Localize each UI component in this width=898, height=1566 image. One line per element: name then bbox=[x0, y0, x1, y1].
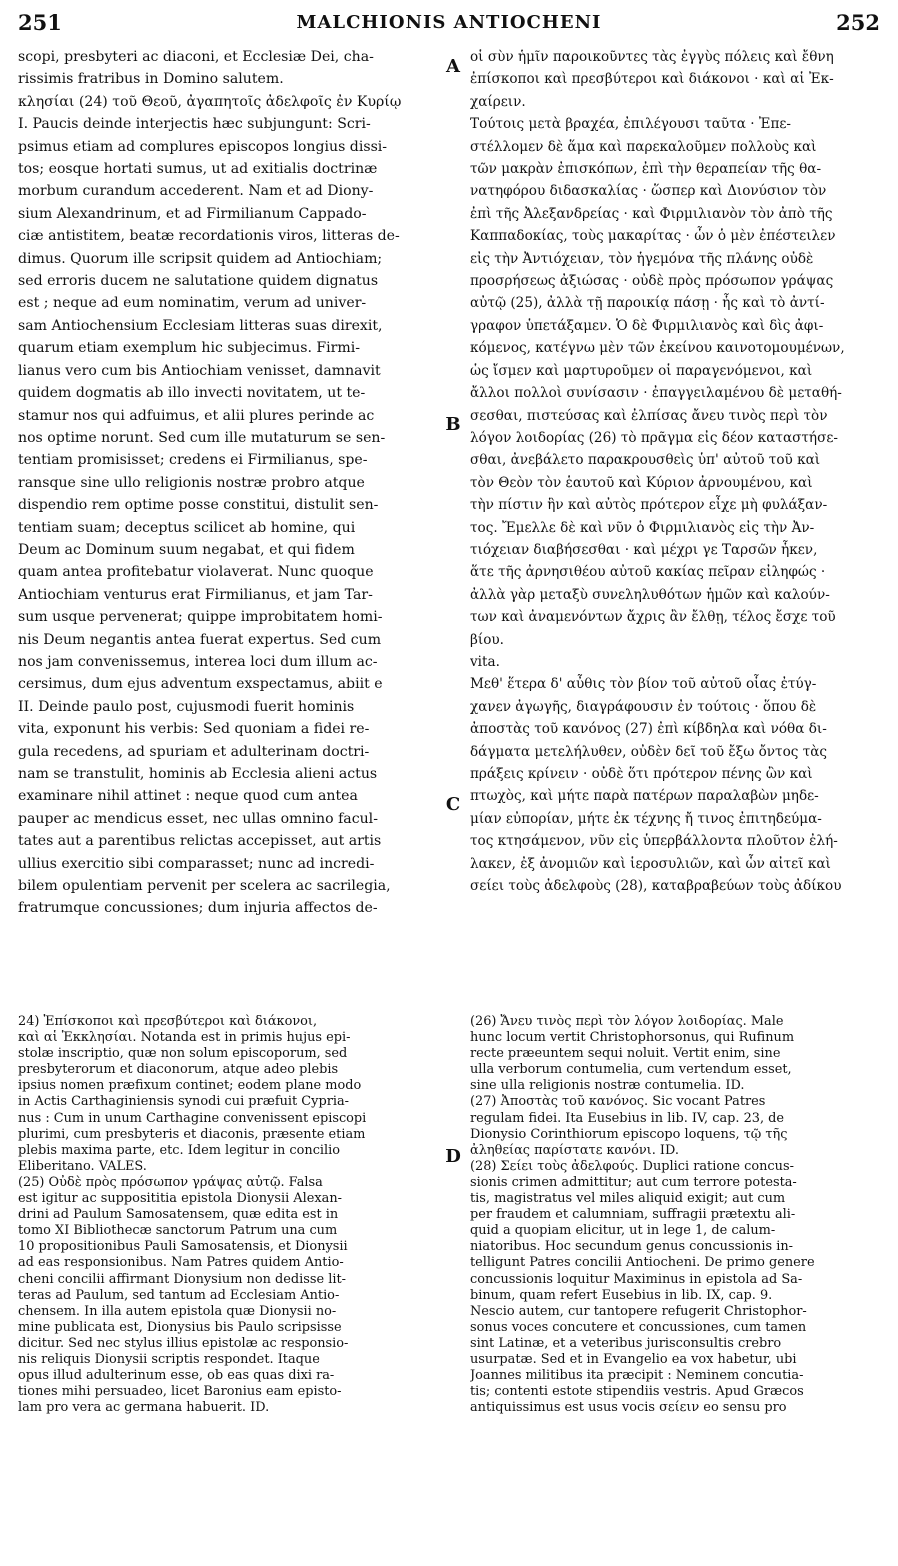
text-line: examinare nihil attinet : neque quod cum antea bbox=[18, 788, 358, 805]
text-line: τὸν Θεὸν τὸν ἑαυτοῦ καὶ Κύριον ἀρνουμένου, καὶ bbox=[470, 474, 813, 491]
footnote-line: telligunt Patres concilii Antiocheni. De primo genere bbox=[470, 1255, 815, 1271]
text-line: γραφον ὑπετάξαμεν. Ὁ δὲ Φιρμιλιανὸς καὶ δὶς ἀφι- bbox=[470, 317, 824, 334]
text-line: τος. Ἔμελλε δὲ καὶ νῦν ὁ Φιρμιλιανὸς εἰς τὴν Ἀν- bbox=[470, 519, 815, 536]
text-line: πτωχὸς, καὶ μήτε παρὰ πατέρων παραλαβὼν μηδε- bbox=[470, 788, 819, 805]
text-line: ἐπὶ τῆς Ἀλεξανδρείας · καὶ Φιρμιλιανὸν τὸν ἀπὸ τῆς bbox=[470, 205, 833, 222]
text-line: lianus vero cum bis Antiochiam venisset, damnavit bbox=[18, 362, 381, 379]
text-line: εἰς τὴν Ἀντιόχειαν, τὸν ἡγεμόνα τῆς πλάνης οὐδὲ bbox=[470, 250, 814, 267]
footnote-line: dicitur. Sed nec stylus illius epistolæ ac responsio- bbox=[18, 1335, 349, 1351]
footnote-line: 24) Ἐπίσκοποι καὶ πρεσβύτεροι καὶ διάκονοι, bbox=[18, 1014, 318, 1029]
text-line: τῶν μακρὰν ἐπισκόπων, ἐπὶ τὴν θεραπείαν τῆς θα- bbox=[470, 161, 822, 178]
text-line: nos optime norunt. Sed cum ille mutaturum se sen- bbox=[18, 429, 386, 446]
page-number-left: 251 bbox=[18, 10, 62, 35]
footnote-line: regulam fidei. Ita Eusebius in lib. IV, cap. 23, de bbox=[470, 1110, 785, 1126]
text-line: rissimis fratribus in Domino salutem. bbox=[18, 71, 284, 88]
text-line: sed erroris ducem ne salutatione quidem dignatus bbox=[18, 273, 379, 290]
text-line: ransque sine ullo religionis nostræ probro atque bbox=[18, 474, 365, 491]
text-line: στέλλομεν δὲ ἅμα καὶ παρεκαλοῦμεν πολλοὺς καὶ bbox=[470, 138, 817, 155]
footnote-line: concussionis loquitur Maximinus in epistola ad Sa- bbox=[470, 1271, 803, 1287]
text-line: των καὶ ἀναμενόντων ἄχρις ἂν ἔλθῃ, τέλος ἔσχε τοῦ bbox=[470, 609, 836, 626]
footnote-line: presbyterorum et diaconorum, atque adeo plebis bbox=[18, 1062, 339, 1078]
page-header bbox=[18, 10, 880, 40]
footnote-line: Dionysio Corinthiorum episcopo loquens, τῷ τῆς bbox=[470, 1126, 788, 1142]
text-line: est ; neque ad eum nominatim, verum ad univer- bbox=[18, 295, 367, 312]
text-line: Deum ac Dominum suum negabat, et qui fidem bbox=[18, 541, 355, 558]
text-line: psimus etiam ad complures episcopos longius dissi- bbox=[18, 138, 388, 155]
footnote-line: (25) Οὐδὲ πρὸς πρόσωπον γράψας αὐτῷ. Falsa bbox=[18, 1174, 323, 1190]
footnote-line: 10 propositionibus Pauli Samosatensis, et Dionysii bbox=[18, 1239, 348, 1255]
greek-text-column bbox=[470, 46, 880, 897]
footnote-line: drini ad Paulum Samosatensem, quæ edita est in bbox=[18, 1207, 339, 1223]
text-line: κόμενος, κατέγνω μὲν τῶν ἐκείνου καινοτομουμένων, bbox=[470, 340, 845, 357]
text-line: tentiam promisisset; credens ei Firmilianus, spe- bbox=[18, 452, 368, 469]
footnote-line: hunc locum vertit Christophorsonus, qui Rufinum bbox=[470, 1030, 795, 1046]
footnote-line: tomo XI Bibliothecæ sanctorum Patrum una cum bbox=[18, 1223, 338, 1239]
text-line: πράξεις κρίνειν · οὐδὲ ὅτι πρότερον πένης ὢν καὶ bbox=[470, 766, 813, 782]
footnote-line: nis reliquis Dionysii scriptis respondet. Itaque bbox=[18, 1351, 320, 1367]
text-line: χαίρειν. bbox=[470, 93, 526, 110]
footnotes-right bbox=[470, 1014, 880, 1416]
footnote-line: Eliberitano. VALES. bbox=[18, 1158, 147, 1174]
text-line: II. Deinde paulo post, cujusmodi fuerit hominis bbox=[18, 698, 355, 715]
footnote-line: ad eas responsionibus. Nam Patres quidem Antio- bbox=[18, 1255, 344, 1271]
footnote-line: usurpatæ. Sed et in Evangelio ea vox habetur, ubi bbox=[470, 1351, 797, 1367]
footnote-line: (26) Ἄνευ τινὸς περὶ τὸν λόγον λοιδορίας. Male bbox=[470, 1014, 784, 1029]
text-line: δάγματα μετελήλυθεν, οὐδὲν δεῖ τοῦ ἔξω ὄντος τὰς bbox=[470, 743, 828, 760]
footnote-line: plebis maxima parte, etc. Idem legitur in concilio bbox=[18, 1142, 341, 1158]
text-line: quidem dogmatis ab illo invecti novitatem, ut te- bbox=[18, 385, 366, 402]
text-line: ciæ antistitem, beatæ recordationis viros, litteras de- bbox=[18, 228, 400, 245]
text-line: nam se transtulit, hominis ab Ecclesia alieni actus bbox=[18, 766, 378, 782]
text-line: λόγον λοιδορίας (26) τὸ πρᾶγμα εἰς δέον καταστήσε- bbox=[470, 429, 838, 446]
footnote-line: Nescio autem, cur tantopere refugerit Christophor- bbox=[470, 1303, 807, 1319]
text-line: νατηφόρου διδασκαλίας · ὥσπερ καὶ Διονύσιον τὸν bbox=[470, 183, 827, 200]
footnotes-left bbox=[18, 1014, 438, 1416]
text-line: quam antea profitebatur violaverat. Nunc quoque bbox=[18, 564, 374, 581]
latin-text-column bbox=[18, 46, 438, 920]
footnote-line: (28) Σείει τοὺς ἀδελφούς. Duplici ratione concus- bbox=[470, 1158, 794, 1174]
text-line: nos jam convenissemus, interea loci dum illum ac- bbox=[18, 653, 378, 670]
footnote-line: cheni concilii affirmant Dionysium non dedisse lit- bbox=[18, 1271, 346, 1287]
footnote-line: ἀληθείας παρίστατε κανόνι. ID. bbox=[470, 1142, 679, 1158]
footnote-line: tis, magistratus vel miles aliquid exigit; aut cum bbox=[470, 1191, 786, 1207]
text-line: σεσθαι, πιστεύσας καὶ ἐλπίσας ἄνευ τινὸς περὶ τὸν bbox=[470, 407, 828, 424]
text-line: αὐτῷ (25), ἀλλὰ τῇ παροικίᾳ πάσῃ · ἧς καὶ τὸ ἀντί- bbox=[470, 295, 825, 312]
text-line: sium Alexandrinum, et ad Firmilianum Cappado- bbox=[18, 205, 367, 222]
text-line: κλησίαι (24) τοῦ Θεοῦ, ἀγαπητοῖς ἀδελφοῖς ἐν Κυρίῳ bbox=[18, 93, 402, 110]
footnote-line: niatoribus. Hoc secundum genus concussionis in- bbox=[470, 1239, 793, 1255]
footnote-line: tis; contenti estote stipendiis vestris. Apud Græcos bbox=[470, 1384, 804, 1400]
footnote-line: sint Latinæ, et a veteribus jurisconsultis crebro bbox=[470, 1335, 782, 1351]
text-line: τιόχειαν διαβήσεσθαι · καὶ μέχρι γε Ταρσῶν ἧκεν, bbox=[470, 541, 818, 558]
text-line: μίαν εὐπορίαν, μήτε ἐκ τέχνης ἤ τινος ἐπιτηδεύμα- bbox=[470, 810, 822, 827]
text-line: βίου. bbox=[470, 631, 504, 648]
footnote-line: sonus voces concutere et concussiones, cum tamen bbox=[470, 1319, 807, 1335]
text-line: vita, exponunt his verbis: Sed quoniam a fidei re- bbox=[18, 721, 370, 738]
footnote-line: quid a quopiam elicitur, ut in lege 1, de calum- bbox=[470, 1223, 776, 1239]
footnote-line: stolæ inscriptio, quæ non solum episcoporum, sed bbox=[18, 1046, 348, 1062]
text-line: ἅτε τῆς ἀρνησιθέου αὐτοῦ κακίας πεῖραν εἰληφώς · bbox=[470, 564, 826, 581]
footnote-line: sine ulla religionis nostræ contumelia. ID. bbox=[470, 1078, 745, 1094]
footnote-line: plurimi, cum presbyteris et diaconis, præsente etiam bbox=[18, 1126, 366, 1142]
text-line: I. Paucis deinde interjectis hæc subjungunt: Scri- bbox=[18, 116, 371, 133]
text-line: cersimus, dum ejus adventum exspectamus, abiit e bbox=[18, 676, 383, 693]
text-line: λακεν, ἐξ ἀνομιῶν καὶ ἱεροσυλιῶν, καὶ ὧν αἰτεῖ καὶ bbox=[470, 855, 831, 872]
text-line: Τούτοις μετὰ βραχέα, ἐπιλέγουσι ταῦτα · Ἐπε- bbox=[470, 116, 792, 133]
text-line: τὴν πίστιν ἣν καὶ αὐτὸς πρότερον εἶχε μὴ φυλάξαν- bbox=[470, 497, 828, 514]
text-line: nis Deum negantis antea fuerat expertus. Sed cum bbox=[18, 631, 382, 648]
footnote-line: antiquissimus est usus vocis σείειν eo sensu pro bbox=[470, 1400, 787, 1416]
margin-letter-d: D bbox=[445, 1146, 461, 1167]
margin-letter-c: C bbox=[445, 794, 461, 815]
footnote-line: ipsius nomen præfixum continet; eodem plane modo bbox=[18, 1078, 362, 1094]
text-line: bilem opulentiam pervenit per scelera ac sacrilegia, bbox=[18, 878, 391, 895]
text-line: sum usque pervenerat; quippe improbitatem homi- bbox=[18, 609, 383, 626]
text-line: fratrumque concussiones; dum injuria affectos de- bbox=[18, 900, 378, 917]
text-line: ὡς ἴσμεν καὶ μαρτυροῦμεν οἱ παραγενόμενοι, καὶ bbox=[470, 362, 813, 379]
text-line: morbum curandum accederent. Nam et ad Diony- bbox=[18, 183, 374, 200]
footnote-line: mine publicata est, Dionysius bis Paulo scripsisse bbox=[18, 1319, 342, 1335]
footnote-line: per fraudem et calumniam, suffragii prætextu ali- bbox=[470, 1207, 796, 1223]
footnote-line: teras ad Paulum, sed tantum ad Ecclesiam Antio- bbox=[18, 1287, 340, 1303]
footnote-line: lam pro vera ac germana habuerit. ID. bbox=[18, 1400, 270, 1416]
text-line: tates aut a parentibus relictas accepisset, aut artis bbox=[18, 833, 382, 850]
text-line: Μεθ' ἕτερα δ' αὖθις τὸν βίον τοῦ αὐτοῦ οἷας ἐτύγ- bbox=[470, 676, 817, 693]
text-line: ἀλλὰ γὰρ μεταξὺ συνεληλυθότων ἡμῶν καὶ καλούν- bbox=[470, 586, 830, 603]
text-line: οἱ σὺν ἡμῖν παροικοῦντες τὰς ἐγγὺς πόλεις καὶ ἔθνη bbox=[470, 49, 834, 65]
margin-letter-b: B bbox=[445, 414, 461, 435]
text-line: gula recedens, ad spuriam et adulterinam doctri- bbox=[18, 743, 370, 760]
footnote-line: est igitur ac supposititia epistola Dionysii Alexan- bbox=[18, 1191, 342, 1207]
text-line: σείει τοὺς ἀδελφοὺς (28), καταβραβεύων τοὺς ἀδίκου bbox=[470, 878, 842, 895]
footnote-line: sionis crimen admittitur; aut cum terrore potesta- bbox=[470, 1174, 797, 1190]
text-line: χανεν ἀγωγῆς, διαγράφουσιν ἐν τούτοις · ὅπου δὲ bbox=[470, 698, 817, 715]
text-line: Καππαδοκίας, τοὺς μακαρίτας · ὧν ὁ μὲν ἐπέστειλεν bbox=[470, 228, 836, 245]
footnote-line: Joannes militibus ita præcipit : Neminem concutia- bbox=[470, 1368, 804, 1384]
footnote-line: nus : Cum in unum Carthagine convenissent episcopi bbox=[18, 1110, 367, 1126]
text-line: vita. bbox=[470, 653, 500, 670]
text-line: tentiam suam; deceptus scilicet ab homine, qui bbox=[18, 519, 356, 536]
footnote-line: καὶ αἱ Ἐκκλησίαι. Notanda est in primis hujus epi- bbox=[18, 1030, 351, 1046]
text-line: Antiochiam venturus erat Firmilianus, et jam Tar- bbox=[18, 586, 373, 603]
text-line: ἀποστὰς τοῦ κανόνος (27) ἐπὶ κίβδηλα καὶ νόθα δι- bbox=[470, 721, 827, 738]
text-line: dimus. Quorum ille scripsit quidem ad Antiochiam; bbox=[18, 250, 383, 267]
footnote-line: recte præeuntem sequi noluit. Vertit enim, sine bbox=[470, 1046, 781, 1062]
text-line: scopi, presbyteri ac diaconi, et Ecclesiæ Dei, cha- bbox=[18, 49, 374, 65]
text-line: sam Antiochensium Ecclesiam litteras suas direxit, bbox=[18, 317, 383, 334]
text-line: τος κτησάμενον, νῦν εἰς ὑπερβάλλοντα πλοῦτον ἐλή- bbox=[470, 833, 838, 850]
text-line: ἐπίσκοποι καὶ πρεσβύτεροι καὶ διάκονοι · καὶ αἱ Ἐκ- bbox=[470, 71, 834, 88]
text-line: pauper ac mendicus esset, nec ullas omnino facul- bbox=[18, 810, 378, 827]
text-line: προσρήσεως ἀξιώσας · οὐδὲ πρὸς πρόσωπον γράψας bbox=[470, 273, 834, 290]
text-line: ἄλλοι πολλοὶ συνίσασιν · ἐπαγγειλαμένου δὲ μεταθή- bbox=[470, 385, 842, 402]
footnote-line: chensem. In illa autem epistola quæ Dionysii no- bbox=[18, 1303, 337, 1319]
running-title: MALCHIONIS ANTIOCHENI bbox=[296, 12, 602, 33]
margin-letter-a: A bbox=[446, 56, 460, 77]
footnote-line: (27) Ἀποστὰς τοῦ κανόνος. Sic vocant Patres bbox=[470, 1094, 766, 1110]
text-line: ullius exercitio sibi comparasset; nunc ad incredi- bbox=[18, 855, 375, 872]
footnote-line: opus illud adulterinum esse, ob eas quas dixi ra- bbox=[18, 1368, 335, 1384]
text-line: tos; eosque hortati sumus, ut ad exitialis doctrinæ bbox=[18, 161, 378, 178]
footnote-line: ulla verborum contumelia, cum vertendum esset, bbox=[470, 1062, 792, 1078]
footnote-line: in Actis Carthaginiensis synodi cui præfuit Cypria- bbox=[18, 1094, 350, 1110]
footnote-line: binum, quam refert Eusebius in lib. IX, cap. 9. bbox=[470, 1287, 773, 1303]
footnote-line: tiones mihi persuadeo, licet Baronius eam episto- bbox=[18, 1384, 342, 1400]
text-line: quarum etiam exemplum hic subjecimus. Firmi- bbox=[18, 340, 361, 357]
text-line: dispendio rem optime posse constitui, distulit sen- bbox=[18, 497, 379, 514]
text-line: σθαι, ἀνεβάλετο παρακρουσθεὶς ὑπ' αὐτοῦ τοῦ καὶ bbox=[470, 452, 821, 469]
page-number-right: 252 bbox=[836, 10, 880, 35]
text-line: stamur nos qui adfuimus, et alii plures perinde ac bbox=[18, 407, 375, 424]
